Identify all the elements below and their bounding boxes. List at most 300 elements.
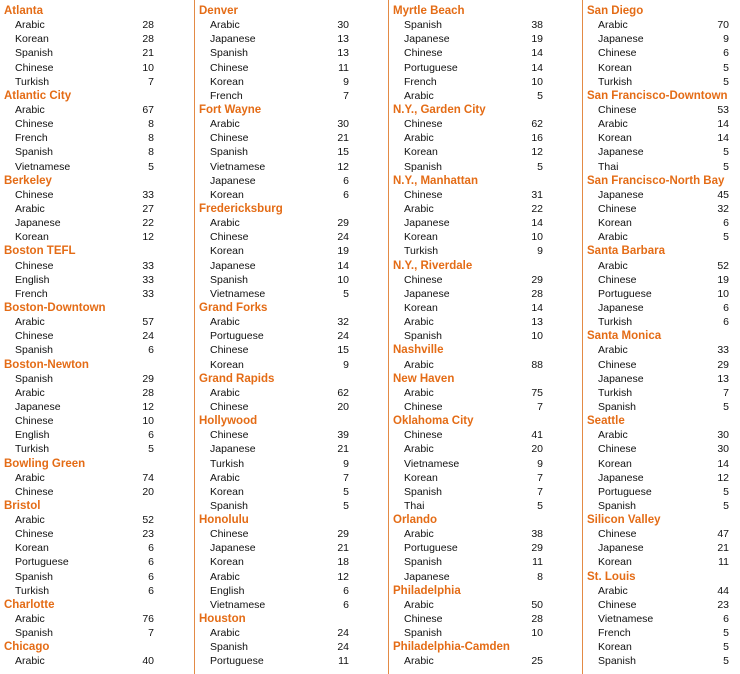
language-count: 21: [337, 443, 349, 456]
language-count: 14: [337, 259, 349, 272]
language-row: [587, 103, 739, 117]
language-count: 7: [537, 400, 543, 413]
language-name: Portuguese: [210, 655, 264, 668]
language-count: 29: [531, 542, 543, 555]
language-row: [199, 584, 385, 598]
language-name: Arabic: [210, 217, 240, 230]
language-name: Arabic: [598, 429, 628, 442]
city-heading: Atlantic City: [4, 89, 72, 102]
language-name: Chinese: [598, 273, 637, 286]
language-name: Spanish: [15, 372, 53, 385]
language-row: [199, 32, 385, 46]
language-count: 6: [343, 174, 349, 187]
language-name: Chinese: [404, 118, 443, 131]
language-row: [199, 230, 385, 244]
language-count: 19: [717, 273, 729, 286]
language-count: 74: [142, 471, 154, 484]
language-name: Arabic: [210, 386, 240, 399]
language-name: Arabic: [404, 358, 434, 371]
language-row: [4, 513, 190, 527]
city-heading: Chicago: [4, 641, 50, 654]
language-name: Korean: [15, 231, 49, 244]
language-name: Korean: [404, 301, 438, 314]
language-name: Vietnamese: [210, 160, 266, 173]
language-count: 24: [337, 330, 349, 343]
language-name: Turkish: [598, 316, 633, 329]
language-name: Chinese: [210, 528, 249, 541]
language-row: [587, 216, 739, 230]
language-row: [199, 315, 385, 329]
language-count: 30: [337, 19, 349, 32]
language-name: Korean: [210, 485, 244, 498]
language-name: Spanish: [598, 499, 636, 512]
language-name: Chinese: [15, 528, 54, 541]
language-name: Spanish: [15, 344, 53, 357]
language-row: [393, 145, 579, 159]
language-name: Arabic: [404, 598, 434, 611]
language-row: [587, 598, 739, 612]
language-name: Spanish: [404, 485, 442, 498]
language-row: [4, 273, 190, 287]
language-row: [199, 216, 385, 230]
language-count: 45: [717, 188, 729, 201]
language-row: [393, 570, 579, 584]
language-count: 13: [337, 33, 349, 46]
language-count: 25: [531, 655, 543, 668]
language-row: [4, 117, 190, 131]
language-name: Korean: [598, 217, 632, 230]
language-count: 75: [531, 386, 543, 399]
language-row: [4, 570, 190, 584]
language-row: [4, 216, 190, 230]
city-heading: N.Y., Riverdale: [393, 259, 473, 272]
language-count: 14: [717, 132, 729, 145]
language-row: [393, 117, 579, 131]
language-row: [587, 372, 739, 386]
language-row: [587, 188, 739, 202]
language-row: [393, 160, 579, 174]
language-count: 6: [723, 47, 729, 60]
language-count: 5: [723, 75, 729, 88]
language-name: Japanese: [404, 570, 450, 583]
language-row: [393, 61, 579, 75]
language-row: [4, 18, 190, 32]
language-count: 5: [537, 89, 543, 102]
language-name: Thai: [404, 499, 425, 512]
language-count: 7: [343, 89, 349, 102]
column-divider: [582, 0, 583, 674]
language-count: 12: [531, 146, 543, 159]
language-row: [4, 527, 190, 541]
language-name: Arabic: [210, 471, 240, 484]
language-row: [587, 612, 739, 626]
language-row: [199, 329, 385, 343]
language-name: Arabic: [15, 202, 45, 215]
language-name: Japanese: [598, 372, 644, 385]
language-name: Arabic: [15, 316, 45, 329]
language-name: Japanese: [598, 33, 644, 46]
language-name: Spanish: [404, 330, 442, 343]
language-name: Chinese: [598, 358, 637, 371]
language-row: [587, 259, 739, 273]
language-name: Spanish: [404, 160, 442, 173]
language-row: [199, 18, 385, 32]
language-row: [4, 46, 190, 60]
language-count: 30: [717, 443, 729, 456]
city-heading: Myrtle Beach: [393, 5, 465, 17]
language-count: 12: [337, 570, 349, 583]
language-name: Japanese: [404, 287, 450, 300]
language-count: 5: [723, 61, 729, 74]
language-row: [587, 131, 739, 145]
language-count: 24: [337, 627, 349, 640]
language-count: 14: [531, 47, 543, 60]
language-row: [4, 541, 190, 555]
language-count: 14: [531, 61, 543, 74]
language-count: 28: [531, 287, 543, 300]
language-row: [587, 640, 739, 654]
language-count: 13: [337, 47, 349, 60]
language-name: Chinese: [404, 429, 443, 442]
language-count: 28: [142, 19, 154, 32]
language-row: [4, 626, 190, 640]
city-heading: Boston-Newton: [4, 358, 89, 371]
language-count: 6: [723, 217, 729, 230]
language-name: Chinese: [404, 47, 443, 60]
language-count: 15: [337, 146, 349, 159]
language-name: Korean: [210, 188, 244, 201]
language-row: [587, 315, 739, 329]
language-name: Vietnamese: [15, 160, 71, 173]
language-count: 30: [717, 429, 729, 442]
language-name: Korean: [210, 358, 244, 371]
language-name: Chinese: [404, 188, 443, 201]
language-count: 11: [532, 556, 543, 569]
language-count: 32: [717, 202, 729, 215]
language-row: [393, 329, 579, 343]
language-row: [587, 358, 739, 372]
column-4: [587, 4, 739, 674]
language-row: [587, 117, 739, 131]
language-name: Portuguese: [404, 61, 458, 74]
language-row: [393, 273, 579, 287]
city-heading: Seattle: [587, 415, 625, 428]
language-row: [587, 301, 739, 315]
language-name: English: [15, 429, 50, 442]
language-count: 28: [531, 613, 543, 626]
column-divider: [194, 0, 195, 674]
language-count: 7: [537, 471, 543, 484]
language-row: [393, 457, 579, 471]
language-count: 52: [142, 514, 154, 527]
city-heading: Charlotte: [4, 598, 55, 611]
language-name: Spanish: [15, 47, 53, 60]
language-name: Chinese: [210, 231, 249, 244]
language-name: Arabic: [404, 132, 434, 145]
language-name: Japanese: [598, 301, 644, 314]
language-name: Chinese: [210, 344, 249, 357]
language-name: Japanese: [210, 443, 256, 456]
language-row: [393, 301, 579, 315]
language-count: 40: [142, 655, 154, 668]
language-count: 6: [723, 301, 729, 314]
language-row: [199, 358, 385, 372]
language-count: 21: [142, 47, 154, 60]
language-name: Spanish: [210, 641, 248, 654]
language-row: [587, 654, 739, 668]
language-count: 10: [717, 287, 729, 300]
city-heading: Oklahoma City: [393, 415, 474, 428]
language-name: Japanese: [210, 33, 256, 46]
language-name: Vietnamese: [598, 613, 654, 626]
language-row: [4, 145, 190, 159]
language-count: 15: [337, 344, 349, 357]
language-row: [4, 343, 190, 357]
language-name: Arabic: [404, 89, 434, 102]
language-count: 21: [337, 132, 349, 145]
language-count: 6: [343, 598, 349, 611]
language-name: Spanish: [598, 655, 636, 668]
language-count: 21: [337, 542, 349, 555]
language-name: Arabic: [210, 316, 240, 329]
language-name: Turkish: [598, 386, 633, 399]
language-name: Japanese: [15, 400, 61, 413]
language-row: [393, 541, 579, 555]
language-count: 6: [343, 188, 349, 201]
language-row: [4, 329, 190, 343]
language-count: 20: [337, 400, 349, 413]
language-row: [393, 315, 579, 329]
language-count: 29: [337, 217, 349, 230]
language-row: [393, 555, 579, 569]
language-count: 14: [531, 217, 543, 230]
language-name: Spanish: [210, 499, 248, 512]
language-row: [4, 230, 190, 244]
language-row: [199, 640, 385, 654]
language-name: Chinese: [598, 528, 637, 541]
language-row: [4, 471, 190, 485]
language-name: Japanese: [210, 542, 256, 555]
language-row: [587, 471, 739, 485]
language-name: Arabic: [15, 386, 45, 399]
language-count: 70: [717, 19, 729, 32]
language-row: [199, 555, 385, 569]
language-row: [199, 259, 385, 273]
language-name: Turkish: [15, 584, 50, 597]
language-name: Arabic: [404, 655, 434, 668]
language-count: 5: [723, 655, 729, 668]
language-row: [393, 386, 579, 400]
language-count: 9: [343, 75, 349, 88]
language-row: [199, 244, 385, 258]
column-divider: [388, 0, 389, 674]
language-count: 10: [531, 75, 543, 88]
language-count: 5: [723, 641, 729, 654]
language-row: [4, 61, 190, 75]
city-heading: Boston-Downtown: [4, 301, 106, 314]
language-row: [393, 230, 579, 244]
language-count: 67: [142, 103, 154, 116]
language-row: [4, 259, 190, 273]
language-count: 5: [148, 160, 154, 173]
city-heading: Atlanta: [4, 5, 43, 17]
language-name: Korean: [15, 542, 49, 555]
language-count: 12: [717, 471, 729, 484]
language-name: Turkish: [210, 457, 245, 470]
language-name: Arabic: [15, 613, 45, 626]
language-name: Chinese: [598, 202, 637, 215]
language-count: 21: [717, 542, 729, 555]
city-heading: Santa Barbara: [587, 245, 665, 258]
language-name: Chinese: [15, 330, 54, 343]
language-name: Arabic: [404, 386, 434, 399]
language-name: Arabic: [404, 316, 434, 329]
language-count: 50: [531, 598, 543, 611]
language-name: Portuguese: [598, 287, 652, 300]
language-count: 12: [337, 160, 349, 173]
language-name: Japanese: [598, 188, 644, 201]
city-heading: Houston: [199, 613, 246, 626]
city-heading: Grand Rapids: [199, 372, 275, 385]
language-count: 31: [531, 188, 543, 201]
language-name: Chinese: [210, 429, 249, 442]
language-row: [587, 442, 739, 456]
language-count: 47: [717, 528, 729, 541]
language-row: [393, 654, 579, 668]
language-name: Korean: [210, 75, 244, 88]
language-count: 5: [723, 627, 729, 640]
language-name: Chinese: [598, 598, 637, 611]
language-name: Arabic: [598, 19, 628, 32]
language-name: Chinese: [15, 415, 54, 428]
language-count: 19: [531, 33, 543, 46]
language-count: 57: [142, 316, 154, 329]
language-count: 5: [343, 485, 349, 498]
language-row: [199, 527, 385, 541]
language-row: [4, 202, 190, 216]
language-count: 62: [531, 118, 543, 131]
language-name: French: [15, 287, 48, 300]
city-heading: Bowling Green: [4, 457, 86, 470]
language-row: [587, 343, 739, 357]
column-1: [4, 4, 190, 674]
language-name: Spanish: [598, 400, 636, 413]
language-row: [199, 386, 385, 400]
language-name: Chinese: [598, 47, 637, 60]
language-name: Arabic: [210, 570, 240, 583]
language-name: Korean: [404, 231, 438, 244]
language-name: Spanish: [210, 146, 248, 159]
language-name: Korean: [404, 146, 438, 159]
language-row: [199, 654, 385, 668]
language-count: 6: [148, 344, 154, 357]
language-count: 14: [531, 301, 543, 314]
language-name: Korean: [598, 61, 632, 74]
language-name: Arabic: [210, 627, 240, 640]
language-row: [4, 32, 190, 46]
city-heading: Orlando: [393, 514, 438, 527]
language-name: Turkish: [404, 245, 439, 258]
language-name: Arabic: [15, 103, 45, 116]
language-row: [587, 485, 739, 499]
language-count: 41: [531, 429, 543, 442]
language-name: Arabic: [15, 655, 45, 668]
language-count: 7: [537, 485, 543, 498]
language-row: [587, 555, 739, 569]
language-name: English: [15, 273, 50, 286]
language-row: [199, 485, 385, 499]
city-heading: Fort Wayne: [199, 103, 262, 116]
language-row: [4, 414, 190, 428]
language-row: [4, 315, 190, 329]
language-name: Portuguese: [210, 330, 264, 343]
language-count: 9: [537, 457, 543, 470]
language-count: 53: [717, 103, 729, 116]
language-count: 38: [531, 528, 543, 541]
language-row: [587, 202, 739, 216]
language-row: [4, 428, 190, 442]
language-row: [587, 61, 739, 75]
language-name: Arabic: [15, 19, 45, 32]
language-count: 16: [531, 132, 543, 145]
city-heading: Philadelphia: [393, 584, 461, 597]
language-count: 28: [142, 386, 154, 399]
city-heading: Berkeley: [4, 174, 52, 187]
language-row: [199, 61, 385, 75]
language-row: [199, 400, 385, 414]
city-heading: Denver: [199, 5, 238, 17]
language-count: 29: [531, 273, 543, 286]
language-row: [199, 188, 385, 202]
language-name: Japanese: [598, 146, 644, 159]
language-row: [587, 527, 739, 541]
language-name: Arabic: [598, 259, 628, 272]
language-row: [4, 386, 190, 400]
language-count: 24: [337, 231, 349, 244]
language-name: Japanese: [598, 471, 644, 484]
language-count: 20: [142, 485, 154, 498]
language-row: [4, 372, 190, 386]
city-heading: Bristol: [4, 499, 41, 512]
language-count: 8: [148, 146, 154, 159]
city-heading: St. Louis: [587, 570, 636, 583]
language-count: 5: [537, 160, 543, 173]
language-count: 5: [723, 146, 729, 159]
language-name: French: [15, 132, 48, 145]
language-name: Turkish: [598, 75, 633, 88]
language-name: Arabic: [15, 471, 45, 484]
language-name: Spanish: [210, 47, 248, 60]
language-count: 6: [148, 556, 154, 569]
language-name: Arabic: [404, 202, 434, 215]
language-row: [4, 160, 190, 174]
language-name: Spanish: [15, 146, 53, 159]
language-row: [587, 46, 739, 60]
language-count: 24: [337, 641, 349, 654]
city-heading: San Diego: [587, 5, 644, 17]
language-row: [4, 131, 190, 145]
language-row: [587, 584, 739, 598]
language-row: [199, 75, 385, 89]
language-row: [587, 626, 739, 640]
language-row: [199, 499, 385, 513]
language-row: [199, 598, 385, 612]
language-count: 39: [337, 429, 349, 442]
language-row: [199, 287, 385, 301]
language-count: 33: [142, 259, 154, 272]
language-count: 12: [142, 231, 154, 244]
language-row: [393, 75, 579, 89]
